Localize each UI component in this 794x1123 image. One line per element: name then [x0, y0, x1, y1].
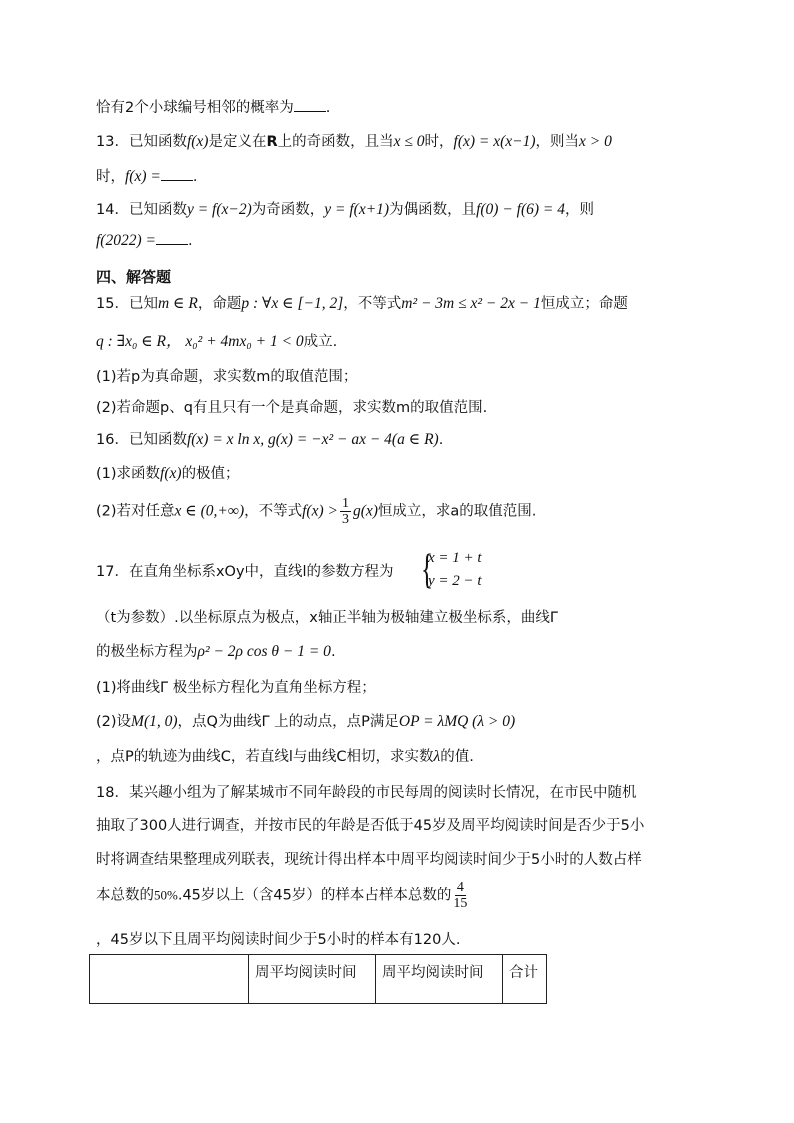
fraction-one-third: $\frac{1}{3}$ — [341, 496, 349, 527]
param-eq-y: y = 2 − t — [428, 573, 482, 589]
q18-line1: 18．某兴趣小组为了解某城市不同年龄段的市民每周的阅读时长情况，在市民中随机 — [96, 785, 637, 801]
q13-line1: 13．已知函数f(x)是定义在R上的奇函数，且当x ≤ 0时，f(x) = x(x−1)，则当x > 0 — [96, 133, 612, 150]
q12-tail: 恰有2个小球编号相邻的概率为 . — [96, 100, 331, 116]
q14-line1: 14．已知函数y = f(x−2)为奇函数，y = f(x+1)为偶函数，且f(0) − f(6) = 4，则 — [96, 201, 595, 218]
q15-line2: q : ∃x₀ ∈ R， x₀² + 4mx₀ + 1 < 0成立. — [96, 333, 338, 350]
fraction-four-fifteenths: $\frac{4}{15}$ — [453, 880, 468, 911]
brace-symbol: { — [421, 547, 434, 593]
table-header-cell — [90, 955, 249, 1004]
q15-line1: 15．已知m ∈ R，命题p : ∀x ∈ [−1, 2]，不等式m² − 3m ≤ x² − 2x − 1恒成立；命题 — [96, 295, 628, 312]
table-row — [90, 955, 547, 1004]
q17-line2: （t为参数）.以坐标原点为极点，x轴正半轴为极轴建立极坐标系，曲线Γ — [96, 610, 558, 626]
contingency-table — [89, 954, 547, 1004]
q17-part2-cont: ，点P的轨迹为曲线C，若直线l与曲线C相切，求实数λ的值. — [96, 748, 474, 765]
q14-line2: f(2022) = . — [96, 232, 193, 249]
q18-line5: ，45岁以下且周平均阅读时间少于5小时的样本有120人. — [96, 932, 461, 948]
q18-line4: 本总数的50%.45岁以上（含45岁）的样本占样本总数的 $\frac{4}{15}$ — [96, 880, 468, 911]
answer-blank[interactable] — [294, 99, 326, 112]
answer-blank[interactable] — [156, 232, 188, 245]
q17-line3: 的极坐标方程为ρ² − 2ρ cos θ − 1 = 0. — [96, 643, 336, 660]
q16-line1: 16．已知函数f(x) = x ln x, g(x) = −x² − ax − 4(a ∈ R). — [96, 431, 444, 448]
q16-part2: (2)若对任意x ∈ (0,+∞)，不等式f(x) > $\frac{1}{3}$ g(x)恒成立，求a的取值范围. — [96, 496, 537, 527]
table-header-cell: 周平均阅读时间 — [249, 955, 376, 1004]
table-header-cell: 合计 — [503, 955, 547, 1004]
q18-line2: 抽取了300人进行调查，并按市民的年龄是否低于45岁及周平均阅读时间是否少于5小 — [96, 818, 645, 834]
q15-part2: (2)若命题p、q有且只有一个是真命题，求实数m的取值范围. — [96, 400, 488, 416]
q17-part1: (1)将曲线Γ 极坐标方程化为直角坐标方程； — [96, 680, 376, 696]
answer-blank[interactable] — [161, 168, 193, 181]
section-heading: 四、解答题 — [96, 268, 172, 286]
param-eq-x: x = 1 + t — [428, 550, 482, 566]
q18-line3: 时将调查结果整理成列联表，现统计得出样本中周平均阅读时间少于5小时的人数占样 — [96, 852, 642, 868]
table-header-cell: 周平均阅读时间 — [376, 955, 503, 1004]
q16-part1: (1)求函数f(x)的极值； — [96, 465, 240, 482]
q15-part1: (1)若p为真命题，求实数m的取值范围； — [96, 369, 358, 385]
q17-part2: (2)设M(1, 0)，点Q为曲线Γ 上的动点，点P满足OP = λMQ (λ > 0) — [96, 713, 516, 730]
q13-line2: 时，f(x) = . — [96, 168, 198, 185]
q17-line1: 17．在直角坐标系xOy中，直线l的参数方程为 — [96, 564, 394, 580]
